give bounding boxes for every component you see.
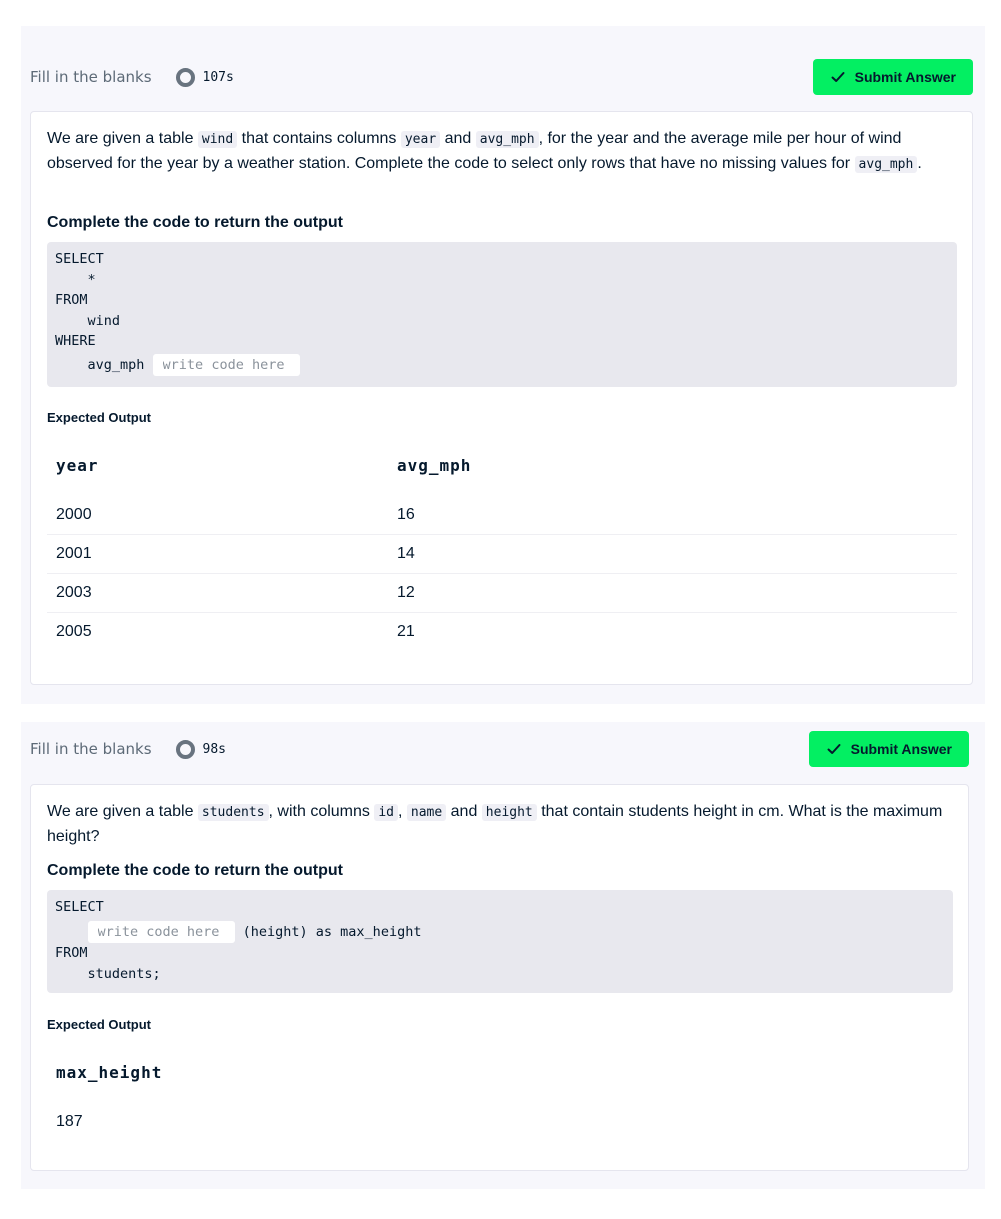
code-line: WHERE <box>55 333 96 349</box>
prompt-text: , for the year and the average mile per hour of wind observed for the year by a weather station. Complete the code to select only rows that have no missing values for <box>47 130 902 172</box>
exercise-header <box>30 58 973 96</box>
code-line: wind <box>55 313 121 329</box>
code-blank-input[interactable] <box>88 921 235 943</box>
expected-output-label: Expected Output <box>47 1017 152 1032</box>
code-text: (height) as max_height <box>234 924 422 940</box>
inline-code-table: students <box>198 804 269 821</box>
code-line: SELECT <box>55 899 104 915</box>
submit-answer-button[interactable] <box>813 59 973 95</box>
inline-code-column: avg_mph <box>476 131 539 148</box>
exercise-prompt <box>47 127 958 176</box>
code-line: FROM <box>55 292 88 308</box>
timer-value: 98s <box>202 741 227 757</box>
inline-code-column: id <box>374 804 398 821</box>
table-row <box>47 574 957 613</box>
timer <box>176 740 226 759</box>
check-icon <box>827 742 841 756</box>
exercise-2 <box>21 722 985 1189</box>
submit-answer-label: Submit Answer <box>854 69 956 85</box>
prompt-text: that contain students height in cm. What is the maximum height? <box>47 803 943 845</box>
code-heading: Complete the code to return the output <box>47 214 343 231</box>
prompt-text: . <box>917 154 922 172</box>
code-line-with-blank <box>55 354 300 376</box>
table-row <box>47 535 957 574</box>
table-cell: 21 <box>397 623 415 640</box>
exercise-1 <box>21 26 985 704</box>
timer-ring-icon <box>176 68 195 87</box>
check-icon <box>831 70 845 84</box>
exercise-card <box>30 111 973 685</box>
prompt-text: , with columns <box>268 803 375 820</box>
code-line: FROM <box>55 945 88 961</box>
column-header: avg_mph <box>397 456 472 475</box>
prompt-text: We are given a table <box>47 130 198 147</box>
code-line: SELECT <box>55 251 104 267</box>
prompt-text: and <box>440 130 476 147</box>
exercise-prompt <box>47 800 954 848</box>
code-blank-input[interactable] <box>153 354 300 376</box>
expected-output-table <box>47 442 957 657</box>
code-line: students; <box>55 966 161 982</box>
table-row <box>47 1103 953 1142</box>
table-cell: 12 <box>397 584 415 601</box>
table-cell: 2005 <box>56 623 92 640</box>
inline-code-column: year <box>401 131 440 148</box>
inline-code-column: name <box>407 804 446 821</box>
table-row <box>47 496 957 535</box>
exercise-title: Fill in the blanks <box>30 740 152 758</box>
inline-code-table: wind <box>198 131 237 148</box>
inline-code-column: avg_mph <box>855 156 918 173</box>
prompt-text: We are given a table <box>47 803 198 820</box>
expected-output-table <box>47 1049 953 1149</box>
table-cell: 187 <box>56 1113 83 1130</box>
exercise-header <box>30 730 969 768</box>
table-row <box>47 613 957 652</box>
exercise-card <box>30 784 969 1171</box>
timer <box>176 68 234 87</box>
code-line: * <box>55 272 96 288</box>
timer-value: 107s <box>202 69 234 85</box>
table-cell: 2003 <box>56 584 92 601</box>
inline-code-column: height <box>482 804 537 821</box>
submit-answer-label: Submit Answer <box>850 741 952 757</box>
column-header: max_height <box>56 1063 163 1082</box>
exercise-title: Fill in the blanks <box>30 68 152 86</box>
table-cell: 14 <box>397 545 415 562</box>
code-text <box>55 924 88 940</box>
prompt-text: , <box>398 803 407 820</box>
code-heading: Complete the code to return the output <box>47 862 343 879</box>
timer-ring-icon <box>176 740 195 759</box>
expected-output-label: Expected Output <box>47 410 152 425</box>
table-cell: 2000 <box>56 506 92 523</box>
submit-answer-button[interactable] <box>809 731 969 767</box>
column-header: year <box>56 456 99 475</box>
code-line-with-blank <box>55 921 421 943</box>
table-cell: 2001 <box>56 545 92 562</box>
table-cell: 16 <box>397 506 415 523</box>
code-text: avg_mph <box>55 357 153 373</box>
code-editor <box>47 242 957 387</box>
prompt-text: that contains columns <box>237 130 401 147</box>
code-editor <box>47 890 953 993</box>
prompt-text: and <box>446 803 482 820</box>
